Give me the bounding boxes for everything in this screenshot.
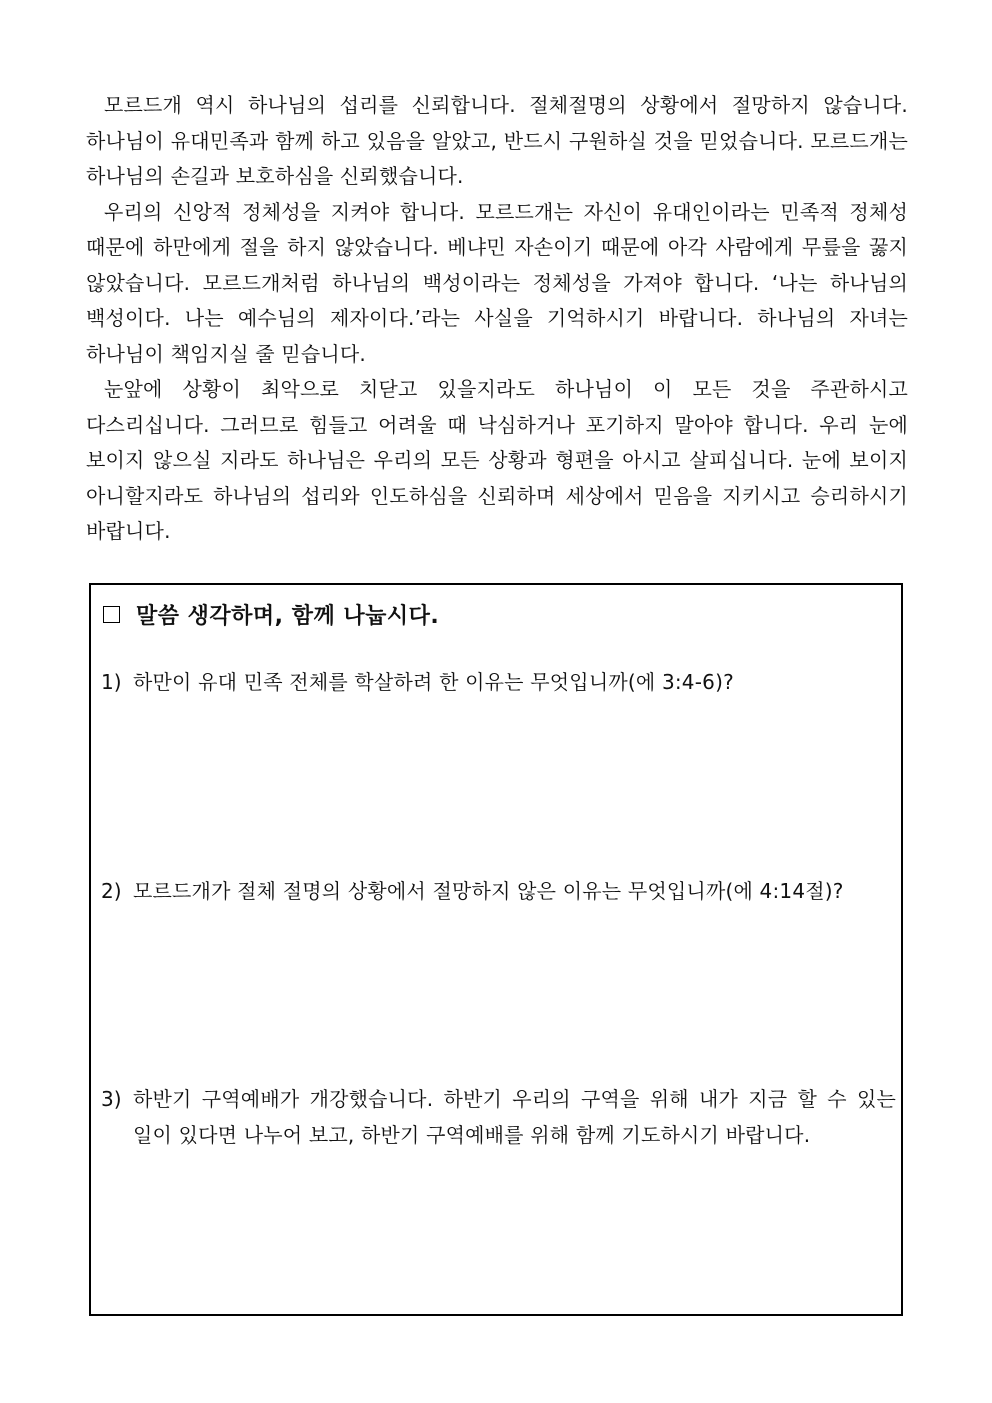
discussion-title: 말씀 생각하며, 함께 나눕시다. xyxy=(136,604,440,629)
question-number: 1) xyxy=(101,670,122,694)
question-number: 2) xyxy=(101,879,122,903)
paragraph: 모르드개 역시 하나님의 섭리를 신뢰합니다. 절체절명의 상황에서 절망하지 않습니다. 하나님이 유대민족과 함께 하고 있음을 알았고, 반드시 구원하실 것을 믿었습니다. 모르드개는 하나님의 손길과 보호하심을 신뢰했습니다. xyxy=(86,93,908,188)
question-2 xyxy=(101,874,896,910)
question-text: 하반기 구역예배가 개강했습니다. 하반기 우리의 구역을 위해 내가 지금 할 수 있는 일이 있다면 나누어 보고, 하반기 구역예배를 위해 함께 기도하시기 바랍니다. xyxy=(133,1087,896,1147)
question-3 xyxy=(101,1082,896,1153)
question-text: 하만이 유대 민족 전체를 학살하려 한 이유는 무엇입니까(에 3:4-6)? xyxy=(133,670,734,694)
discussion-heading xyxy=(103,599,439,630)
question-text: 모르드개가 절체 절명의 상황에서 절망하지 않은 이유는 무엇입니까(에 4:14절)? xyxy=(133,879,844,903)
paragraph: 우리의 신앙적 정체성을 지켜야 합니다. 모르드개는 자신이 유대인이라는 민족적 정체성 때문에 하만에게 절을 하지 않았습니다. 베냐민 자손이기 때문에 아각 사람에게 무릎을 꿇지 않았습니다. 모르드개처럼 하나님의 백성이라는 정체성을 가져야 합니다. ‘나는 하나님의 백성이다. 나는 예수님의 제자이다.’라는 사실을 기억하시기 바랍니다. 하나님의 자녀는 하나님이 책임지실 줄 믿습니다. xyxy=(86,199,908,366)
question-1 xyxy=(101,665,896,701)
question-number: 3) xyxy=(101,1087,122,1111)
checkbox-icon xyxy=(103,606,120,623)
paragraph: 눈앞에 상황이 최악으로 치닫고 있을지라도 하나님이 이 모든 것을 주관하시고 다스리십니다. 그러므로 힘들고 어려울 때 낙심하거나 포기하지 말아야 합니다. 우리 눈에 보이지 않으실 지라도 하나님은 우리의 모든 상황과 형편을 아시고 살피십니다. 눈에 보이지 아니할지라도 하나님의 섭리와 인도하심을 신뢰하며 세상에서 믿음을 지키시고 승리하시기 바랍니다. xyxy=(86,377,908,543)
discussion-box xyxy=(89,583,903,1316)
sermon-body xyxy=(86,88,908,550)
